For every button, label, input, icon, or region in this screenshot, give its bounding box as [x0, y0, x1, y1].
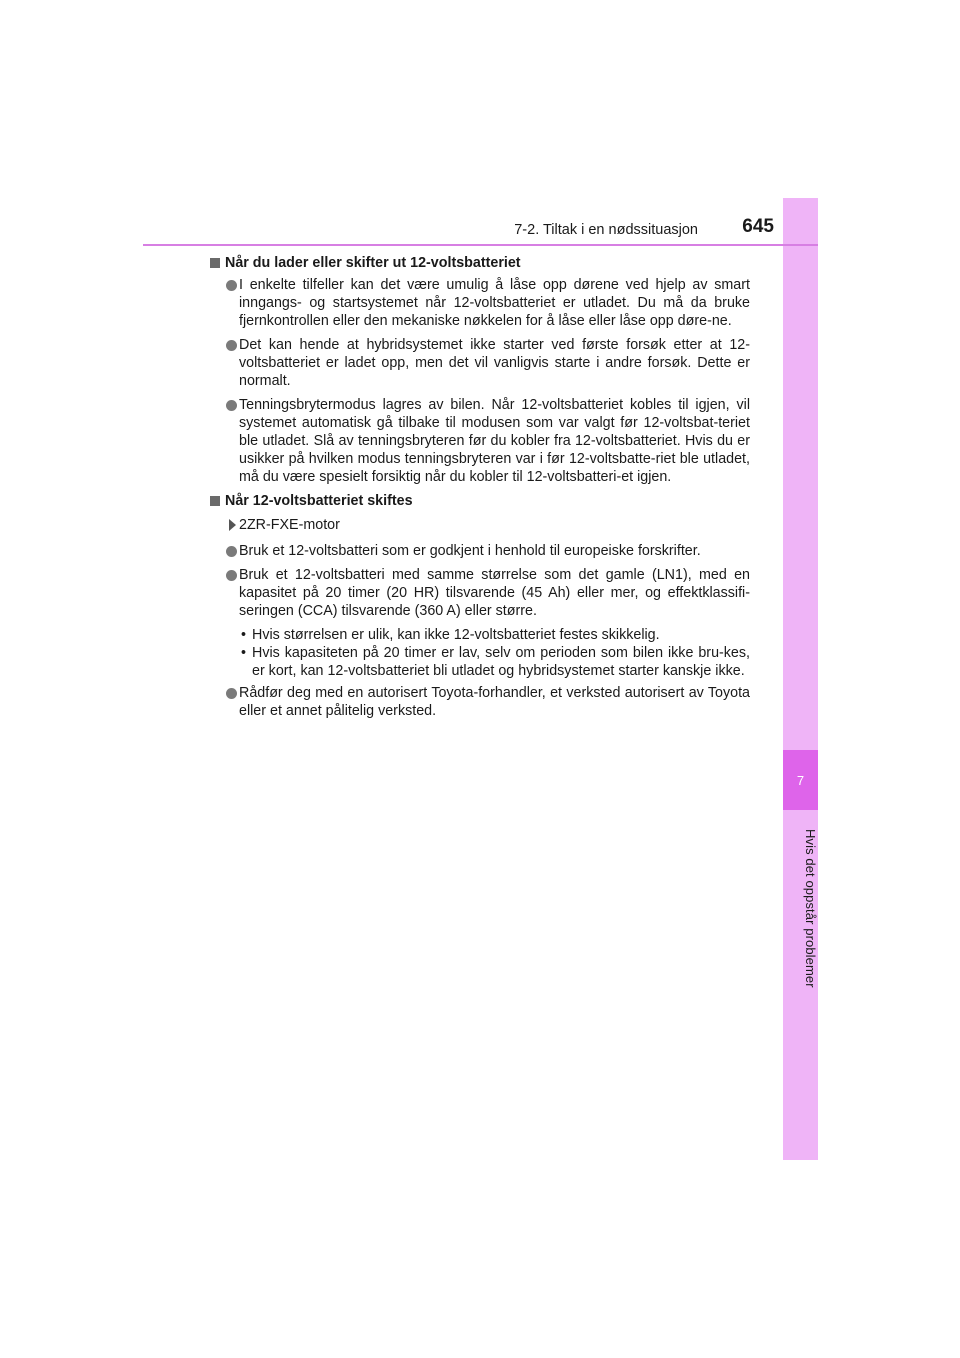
- circle-bullet-icon: [226, 688, 237, 699]
- list-item-text: Det kan hende at hybridsystemet ikke starter ved første forsøk etter at 12-voltsbatteriet er ladet opp, men det vil vanligvis starte i andre forsøk. Dette er normalt.: [239, 337, 750, 389]
- square-bullet-icon: [210, 496, 220, 506]
- header-divider: [143, 244, 818, 246]
- page-content: [209, 254, 750, 726]
- list-item-text: Bruk et 12-voltsbatteri som er godkjent i henhold til europeiske forskrifter.: [239, 543, 701, 559]
- list-item: [209, 336, 750, 390]
- engine-variant-text: 2ZR-FXE-motor: [239, 517, 340, 533]
- circle-bullet-icon: [226, 570, 237, 581]
- chapter-number-tab[interactable]: [783, 750, 818, 810]
- circle-bullet-icon: [226, 400, 237, 411]
- sub-list-item: [209, 644, 750, 680]
- section-heading: [209, 254, 750, 272]
- section-heading-text: Når du lader eller skifter ut 12-voltsbatteriet: [225, 255, 521, 271]
- list-item: [209, 276, 750, 330]
- circle-bullet-icon: [226, 280, 237, 291]
- engine-variant-item: [209, 516, 750, 534]
- sub-list-item-text: Hvis kapasiteten på 20 timer er lav, selv om perioden som bilen ikke bru-kes, er kort, kan 12-voltsbatteriet bli utladet og hybridsystemet starter kanskje ikke.: [252, 645, 750, 679]
- side-tab: [783, 198, 818, 1160]
- triangle-arrow-icon: [229, 519, 236, 531]
- page-number: 645: [742, 216, 774, 237]
- small-dot-icon: •: [241, 645, 247, 661]
- square-bullet-icon: [210, 258, 220, 268]
- list-item-text: Bruk et 12-voltsbatteri med samme størrelse som det gamle (LN1), med en kapasitet på 20 timer (20 HR) tilsvarende (45 Ah) eller mer, og effektklassifi-seringen (CCA) tilsvarende (360 A) eller større.: [239, 567, 750, 619]
- chapter-title-vertical: Hvis det oppstår problemer: [803, 828, 818, 988]
- section-heading: [209, 492, 750, 510]
- list-item: [209, 684, 750, 720]
- section-title: 7-2. Tiltak i en nødssituasjon: [514, 222, 698, 238]
- sub-list: [209, 626, 750, 680]
- sub-list-item: [209, 626, 750, 644]
- list-item-text: Rådfør deg med en autorisert Toyota-forhandler, et verksted autorisert av Toyota eller et annet pålitelig verksted.: [239, 685, 750, 719]
- chapter-number: 7: [796, 772, 805, 788]
- section-heading-text: Når 12-voltsbatteriet skiftes: [225, 493, 413, 509]
- small-dot-icon: •: [241, 627, 247, 643]
- list-item-text: Tenningsbrytermodus lagres av bilen. Når 12-voltsbatteriet kobles til igjen, vil systemet automatisk gå tilbake til modusen som var valgt før 12-voltsbat-teriet ble utladet. Slå av tenningsbryteren før du kobler fra 12-voltsbatteriet. Hvis du er usikker på hvilken modus tenningsbryteren var i før 12-voltsbatte-riet ble utladet, må du være spesielt forsiktig når du kobler til 12-voltsbatteri-et igjen.: [239, 397, 750, 485]
- sub-list-item-text: Hvis størrelsen er ulik, kan ikke 12-voltsbatteriet festes skikkelig.: [252, 627, 660, 643]
- list-item: [209, 542, 750, 560]
- circle-bullet-icon: [226, 546, 237, 557]
- list-item: [209, 566, 750, 620]
- list-item-text: I enkelte tilfeller kan det være umulig å låse opp dørene ved hjelp av smart inngangs- og startsystemet når 12-voltsbatteriet er utladet. Du må da bruke fjernkontrollen eller den mekaniske nøkkelen for å låse eller låse opp døre-ne.: [239, 277, 750, 329]
- list-item: [209, 396, 750, 486]
- circle-bullet-icon: [226, 340, 237, 351]
